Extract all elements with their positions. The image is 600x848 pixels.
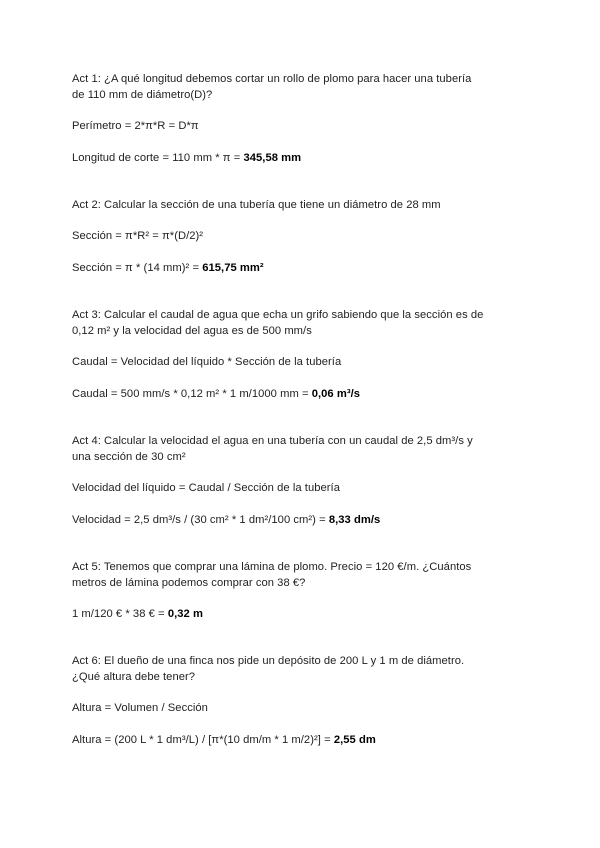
act-4-result: 8,33 dm/s: [328, 514, 381, 526]
act-2-result: 615,75 mm²: [202, 262, 264, 274]
act-3: [72, 307, 528, 402]
act-4-calculation-text: Velocidad = 2,5 dm³/s / (30 cm² * 1 dm²/100 cm²) =: [72, 514, 329, 526]
act-1-result: 345,58 mm: [243, 152, 302, 164]
act-2: [72, 197, 528, 276]
act-3-result: 0,06 m³/s: [311, 388, 361, 400]
act-1-calculation: [72, 150, 528, 166]
act-4-question-line-2: una sección de 30 cm²: [72, 451, 186, 463]
act-4-calculation: [72, 512, 528, 528]
act-2-calculation-text: Sección = π * (14 mm)² =: [72, 262, 203, 274]
act-2-question-line-1: Act 2: Calcular la sección de una tubería que tiene un diámetro de 28 mm: [72, 199, 441, 211]
act-4-question-line-1: Act 4: Calcular la velocidad el agua en una tubería con un caudal de 2,5 dm³/s y: [72, 435, 473, 447]
act-6-result: 2,55 dm: [333, 734, 376, 746]
act-5-calculation-text: 1 m/120 € * 38 € =: [72, 608, 168, 620]
act-5-question-line-1: Act 5: Tenemos que comprar una lámina de plomo. Precio = 120 €/m. ¿Cuántos: [72, 561, 472, 573]
act-1-question-line-1: Act 1: ¿A qué longitud debemos cortar un rollo de plomo para hacer una tubería: [72, 73, 472, 85]
act-6-question-line-2: ¿Qué altura debe tener?: [72, 671, 196, 683]
act-5-result: 0,32 m: [167, 608, 203, 620]
act-6-formula: Altura = Volumen / Sección: [72, 702, 208, 714]
act-1-formula: Perímetro = 2*π*R = D*π: [72, 120, 199, 132]
act-2-calculation: [72, 260, 528, 276]
act-2-formula: Sección = π*R² = π*(D/2)²: [72, 230, 204, 242]
act-4: [72, 433, 528, 528]
act-6: [72, 653, 528, 748]
act-1: [72, 71, 528, 166]
act-3-calculation-text: Caudal = 500 mm/s * 0,12 m² * 1 m/1000 mm =: [72, 388, 312, 400]
act-5-calculation: [72, 606, 528, 622]
act-6-calculation: [72, 732, 528, 748]
act-1-calculation-text: Longitud de corte = 110 mm * π =: [72, 152, 244, 164]
act-3-calculation: [72, 386, 528, 402]
act-1-question-line-2: de 110 mm de diámetro(D)?: [72, 89, 213, 101]
act-5: [72, 559, 528, 622]
act-3-formula: Caudal = Velocidad del líquido * Sección de la tubería: [72, 356, 342, 368]
act-3-question-line-1: Act 3: Calcular el caudal de agua que echa un grifo sabiendo que la sección es de: [72, 309, 484, 321]
act-6-calculation-text: Altura = (200 L * 1 dm³/L) / [π*(10 dm/m * 1 m/2)²] =: [72, 734, 334, 746]
act-6-question-line-1: Act 6: El dueño de una finca nos pide un depósito de 200 L y 1 m de diámetro.: [72, 655, 465, 667]
act-3-question-line-2: 0,12 m² y la velocidad del agua es de 500 mm/s: [72, 325, 312, 337]
act-4-formula: Velocidad del líquido = Caudal / Sección de la tubería: [72, 482, 340, 494]
act-5-question-line-2: metros de lámina podemos comprar con 38 €?: [72, 577, 306, 589]
